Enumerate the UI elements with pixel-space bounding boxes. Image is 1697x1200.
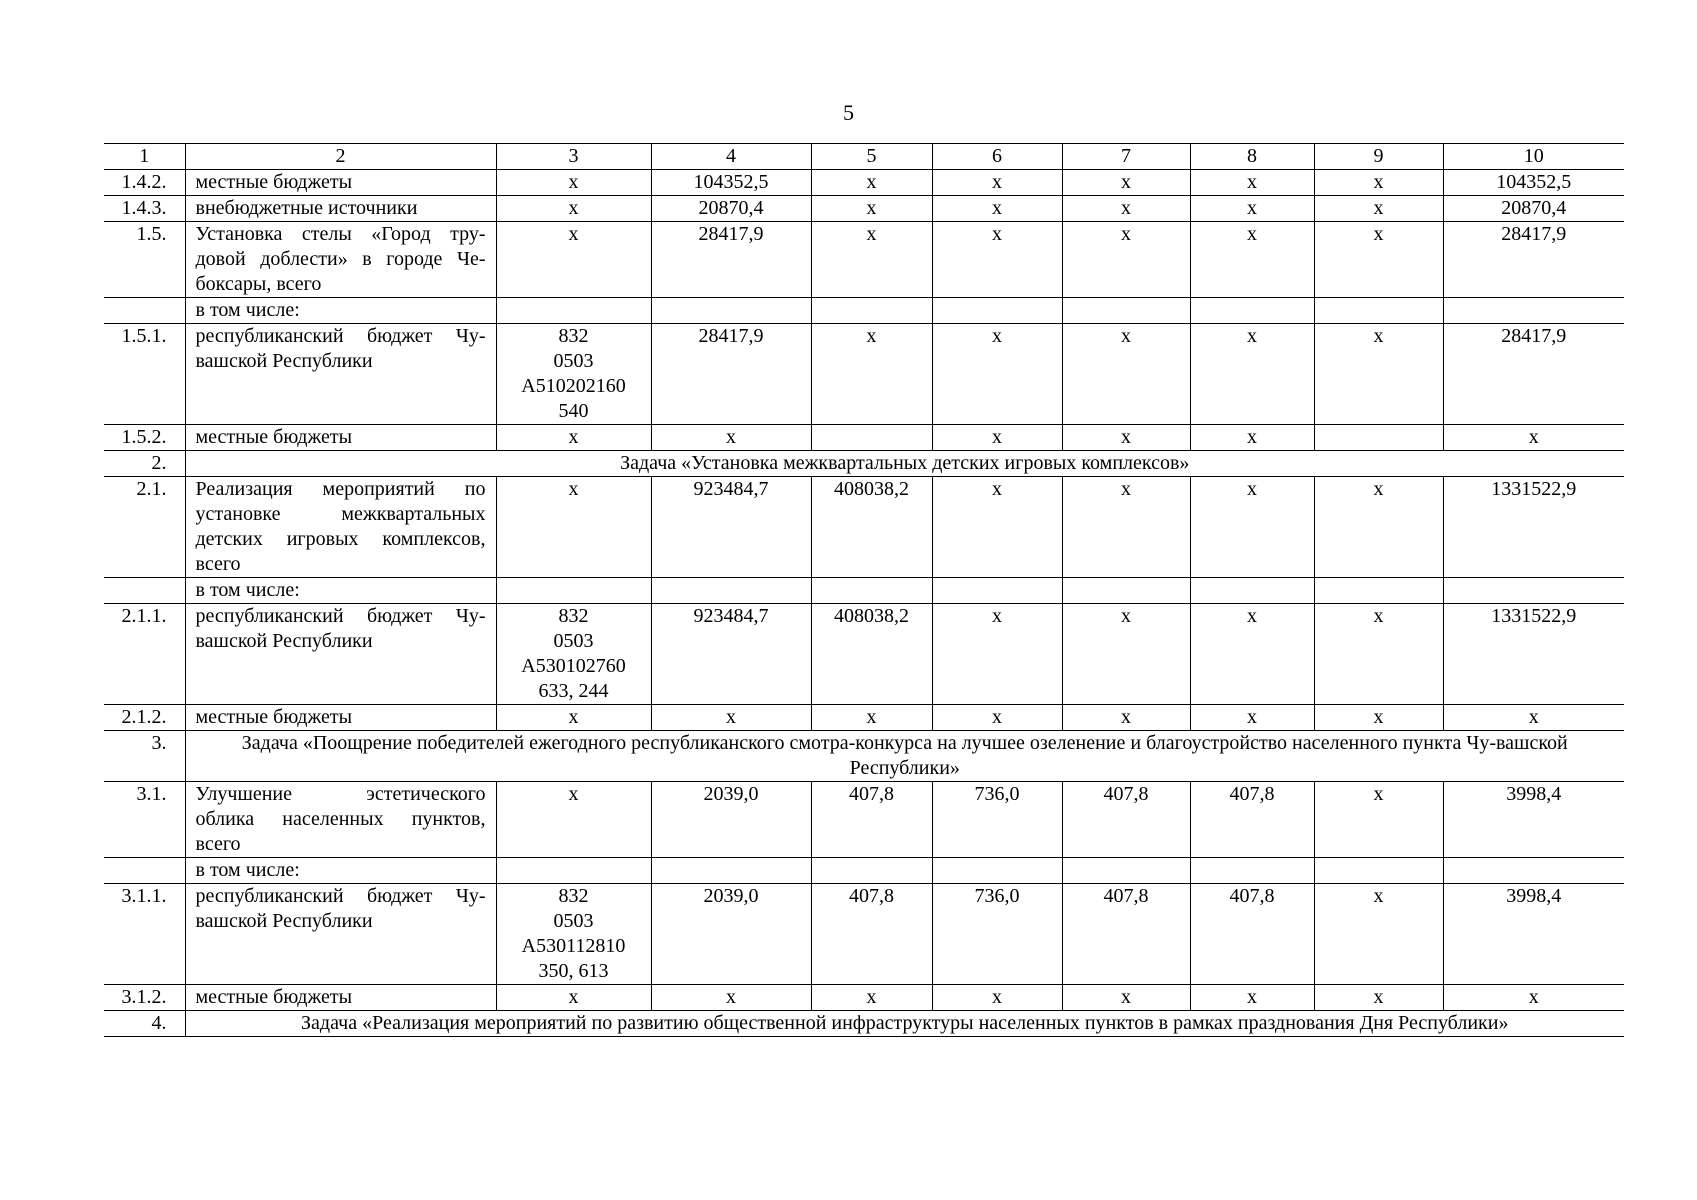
value-cell-5: х — [811, 324, 932, 425]
value-cell-6 — [932, 858, 1062, 884]
code-line: 0503 — [553, 910, 594, 932]
value-cell-6: х — [932, 196, 1062, 222]
value-cell-4: 923484,7 — [651, 604, 811, 705]
row-description — [185, 170, 496, 196]
value-cell-10 — [1443, 858, 1624, 884]
value-cell-4 — [651, 298, 811, 324]
row-description — [185, 196, 496, 222]
description-line: детских игровых комплексов, — [195, 528, 486, 550]
table-row — [104, 782, 1624, 858]
table-row — [104, 324, 1624, 425]
value-cell-7: х — [1062, 425, 1190, 451]
value-cell-8: х — [1190, 604, 1314, 705]
value-cell-7: х — [1062, 604, 1190, 705]
budget-code — [496, 324, 651, 425]
code-line: 0503 — [553, 350, 594, 372]
description-line: местные бюджеты — [195, 706, 353, 728]
value-cell-7: 407,8 — [1062, 782, 1190, 858]
budget-code — [496, 196, 651, 222]
value-cell-10: 1331522,9 — [1443, 477, 1624, 578]
value-cell-5: х — [811, 705, 932, 731]
row-description — [185, 985, 496, 1011]
table-row — [104, 884, 1624, 985]
row-number: 1.5.1. — [104, 324, 185, 425]
subheading-row — [104, 298, 1624, 324]
value-cell-10: 104352,5 — [1443, 170, 1624, 196]
header-cell: 7 — [1062, 144, 1190, 170]
header-cell: 3 — [496, 144, 651, 170]
value-cell-5 — [811, 578, 932, 604]
task-title: Задача «Поощрение победителей ежегодного республиканского смотра-конкурса на лучшее озеленение и благоустройство населенного пункта Чу-вашской Республики» — [185, 731, 1624, 782]
row-number: 1.5.2. — [104, 425, 185, 451]
description-line: всего — [195, 553, 241, 575]
task-title: Задача «Установка межквартальных детских игровых комплексов» — [185, 451, 1624, 477]
table-row — [104, 425, 1624, 451]
row-number — [104, 298, 185, 324]
value-cell-5: х — [811, 222, 932, 298]
table-row — [104, 222, 1624, 298]
value-cell-10: 20870,4 — [1443, 196, 1624, 222]
value-cell-8: х — [1190, 705, 1314, 731]
description-line: в том числе: — [195, 859, 300, 881]
code-line: 832 — [558, 325, 589, 347]
code-line: х — [568, 783, 579, 805]
table-row — [104, 170, 1624, 196]
budget-code — [496, 705, 651, 731]
value-cell-4: 2039,0 — [651, 884, 811, 985]
value-cell-8 — [1190, 858, 1314, 884]
task-row — [104, 451, 1624, 477]
code-line: А510202160 — [521, 375, 626, 397]
code-line: А530102760 — [521, 655, 626, 677]
row-description — [185, 324, 496, 425]
budget-code — [496, 170, 651, 196]
value-cell-8: х — [1190, 477, 1314, 578]
value-cell-5: 408038,2 — [811, 477, 932, 578]
code-line: х — [568, 986, 579, 1008]
description-line: боксары, всего — [195, 273, 322, 295]
value-cell-10 — [1443, 298, 1624, 324]
value-cell-4: 28417,9 — [651, 222, 811, 298]
budget-code — [496, 222, 651, 298]
value-cell-9: х — [1314, 782, 1443, 858]
value-cell-5: 408038,2 — [811, 604, 932, 705]
value-cell-6 — [932, 578, 1062, 604]
row-number: 1.5. — [104, 222, 185, 298]
task-title: Задача «Реализация мероприятий по развитию общественной инфраструктуры населенных пунктов в рамках празднования Дня Республики» — [185, 1011, 1624, 1037]
code-line: х — [568, 706, 579, 728]
row-number: 2. — [104, 451, 185, 477]
value-cell-8: 407,8 — [1190, 884, 1314, 985]
budget-table — [104, 143, 1624, 1037]
code-line: 350, 613 — [538, 960, 609, 982]
code-line: 540 — [558, 400, 589, 422]
value-cell-7: х — [1062, 170, 1190, 196]
description-line: местные бюджеты — [195, 171, 353, 193]
value-cell-7: 407,8 — [1062, 884, 1190, 985]
value-cell-9: х — [1314, 170, 1443, 196]
subheading-row — [104, 578, 1624, 604]
row-number: 3.1.1. — [104, 884, 185, 985]
description-line: местные бюджеты — [195, 986, 353, 1008]
value-cell-6: х — [932, 985, 1062, 1011]
row-description — [185, 578, 496, 604]
code-line: А530112810 — [521, 935, 626, 957]
description-line: республиканский бюджет Чу- — [195, 325, 486, 347]
value-cell-9: х — [1314, 222, 1443, 298]
description-line: вашской Республики — [195, 910, 373, 932]
task-row — [104, 1011, 1624, 1037]
value-cell-5 — [811, 298, 932, 324]
description-line: республиканский бюджет Чу- — [195, 885, 486, 907]
value-cell-4: 104352,5 — [651, 170, 811, 196]
value-cell-7: х — [1062, 222, 1190, 298]
row-description — [185, 425, 496, 451]
value-cell-8 — [1190, 578, 1314, 604]
value-cell-9: х — [1314, 477, 1443, 578]
value-cell-7: х — [1062, 705, 1190, 731]
code-line: х — [568, 171, 579, 193]
value-cell-5 — [811, 858, 932, 884]
value-cell-10: 28417,9 — [1443, 222, 1624, 298]
value-cell-7 — [1062, 298, 1190, 324]
value-cell-9 — [1314, 578, 1443, 604]
value-cell-9 — [1314, 298, 1443, 324]
row-description — [185, 298, 496, 324]
code-line: х — [568, 426, 579, 448]
value-cell-4: 923484,7 — [651, 477, 811, 578]
description-line: Реализация мероприятий по — [195, 478, 486, 500]
value-cell-5: 407,8 — [811, 782, 932, 858]
budget-code — [496, 884, 651, 985]
subheading-row — [104, 858, 1624, 884]
value-cell-5: х — [811, 196, 932, 222]
row-description — [185, 884, 496, 985]
header-cell: 1 — [104, 144, 185, 170]
value-cell-8: х — [1190, 985, 1314, 1011]
budget-code — [496, 425, 651, 451]
value-cell-7: х — [1062, 477, 1190, 578]
description-line: Установка стелы «Город тру- — [195, 223, 486, 245]
description-line: вашской Республики — [195, 630, 373, 652]
value-cell-9: х — [1314, 604, 1443, 705]
row-description — [185, 477, 496, 578]
row-number: 3.1. — [104, 782, 185, 858]
value-cell-7: х — [1062, 196, 1190, 222]
row-number: 2.1.2. — [104, 705, 185, 731]
value-cell-9: х — [1314, 985, 1443, 1011]
value-cell-4 — [651, 858, 811, 884]
description-line: вашской Республики — [195, 350, 373, 372]
value-cell-6: х — [932, 222, 1062, 298]
description-line: местные бюджеты — [195, 426, 353, 448]
description-line: довой доблести» в городе Че- — [195, 248, 486, 270]
value-cell-6: х — [932, 477, 1062, 578]
value-cell-9: х — [1314, 884, 1443, 985]
value-cell-4: х — [651, 985, 811, 1011]
value-cell-4: х — [651, 425, 811, 451]
row-number: 1.4.3. — [104, 196, 185, 222]
value-cell-4 — [651, 578, 811, 604]
code-line: 0503 — [553, 630, 594, 652]
value-cell-6: х — [932, 170, 1062, 196]
code-line: х — [568, 478, 579, 500]
code-line: 832 — [558, 605, 589, 627]
header-row — [104, 144, 1624, 170]
code-line: х — [568, 223, 579, 245]
table-row — [104, 705, 1624, 731]
row-number: 1.4.2. — [104, 170, 185, 196]
row-number: 4. — [104, 1011, 185, 1037]
description-line: установке межквартальных — [195, 503, 486, 525]
budget-code — [496, 477, 651, 578]
description-line: всего — [195, 833, 241, 855]
description-line: республиканский бюджет Чу- — [195, 605, 486, 627]
row-number: 3. — [104, 731, 185, 782]
row-number: 2.1.1. — [104, 604, 185, 705]
budget-code — [496, 604, 651, 705]
value-cell-6: 736,0 — [932, 884, 1062, 985]
table-row — [104, 477, 1624, 578]
header-cell: 4 — [651, 144, 811, 170]
value-cell-9: х — [1314, 705, 1443, 731]
value-cell-6: х — [932, 324, 1062, 425]
budget-code — [496, 985, 651, 1011]
value-cell-10: х — [1443, 985, 1624, 1011]
value-cell-8: х — [1190, 222, 1314, 298]
description-line: внебюджетные источники — [195, 197, 418, 219]
budget-code — [496, 782, 651, 858]
value-cell-8: 407,8 — [1190, 782, 1314, 858]
budget-code — [496, 858, 651, 884]
value-cell-10: х — [1443, 425, 1624, 451]
table-row — [104, 985, 1624, 1011]
row-description — [185, 604, 496, 705]
value-cell-6: х — [932, 604, 1062, 705]
row-description — [185, 705, 496, 731]
value-cell-9 — [1314, 425, 1443, 451]
value-cell-4: 28417,9 — [651, 324, 811, 425]
value-cell-6 — [932, 298, 1062, 324]
header-cell: 10 — [1443, 144, 1624, 170]
value-cell-8 — [1190, 298, 1314, 324]
budget-code — [496, 578, 651, 604]
value-cell-4: 20870,4 — [651, 196, 811, 222]
header-cell: 8 — [1190, 144, 1314, 170]
value-cell-9: х — [1314, 324, 1443, 425]
description-line: облика населенных пунктов, — [195, 808, 486, 830]
page-number: 5 — [843, 100, 854, 125]
row-number: 3.1.2. — [104, 985, 185, 1011]
header-cell: 6 — [932, 144, 1062, 170]
value-cell-5 — [811, 425, 932, 451]
table-row — [104, 196, 1624, 222]
header-cell: 9 — [1314, 144, 1443, 170]
value-cell-7 — [1062, 578, 1190, 604]
task-row — [104, 731, 1624, 782]
value-cell-4: х — [651, 705, 811, 731]
code-line: 633, 244 — [538, 680, 609, 702]
value-cell-10: 1331522,9 — [1443, 604, 1624, 705]
value-cell-8: х — [1190, 170, 1314, 196]
row-description — [185, 222, 496, 298]
value-cell-10: 3998,4 — [1443, 782, 1624, 858]
row-number — [104, 578, 185, 604]
value-cell-7 — [1062, 858, 1190, 884]
table-row — [104, 604, 1624, 705]
value-cell-8: х — [1190, 425, 1314, 451]
value-cell-7: х — [1062, 324, 1190, 425]
row-description — [185, 782, 496, 858]
description-line: в том числе: — [195, 579, 300, 601]
budget-code — [496, 298, 651, 324]
value-cell-5: х — [811, 170, 932, 196]
value-cell-6: х — [932, 425, 1062, 451]
value-cell-10: х — [1443, 705, 1624, 731]
value-cell-10 — [1443, 578, 1624, 604]
value-cell-10: 3998,4 — [1443, 884, 1624, 985]
description-line: Улучшение эстетического — [195, 783, 486, 805]
header-cell: 5 — [811, 144, 932, 170]
value-cell-8: х — [1190, 324, 1314, 425]
value-cell-7: х — [1062, 985, 1190, 1011]
value-cell-4: 2039,0 — [651, 782, 811, 858]
value-cell-9 — [1314, 858, 1443, 884]
value-cell-6: 736,0 — [932, 782, 1062, 858]
row-description — [185, 858, 496, 884]
row-number — [104, 858, 185, 884]
description-line: в том числе: — [195, 299, 300, 321]
code-line: х — [568, 197, 579, 219]
row-number: 2.1. — [104, 477, 185, 578]
header-cell: 2 — [185, 144, 496, 170]
value-cell-10: 28417,9 — [1443, 324, 1624, 425]
value-cell-8: х — [1190, 196, 1314, 222]
value-cell-6: х — [932, 705, 1062, 731]
code-line: 832 — [558, 885, 589, 907]
value-cell-5: 407,8 — [811, 884, 932, 985]
value-cell-5: х — [811, 985, 932, 1011]
value-cell-9: х — [1314, 196, 1443, 222]
